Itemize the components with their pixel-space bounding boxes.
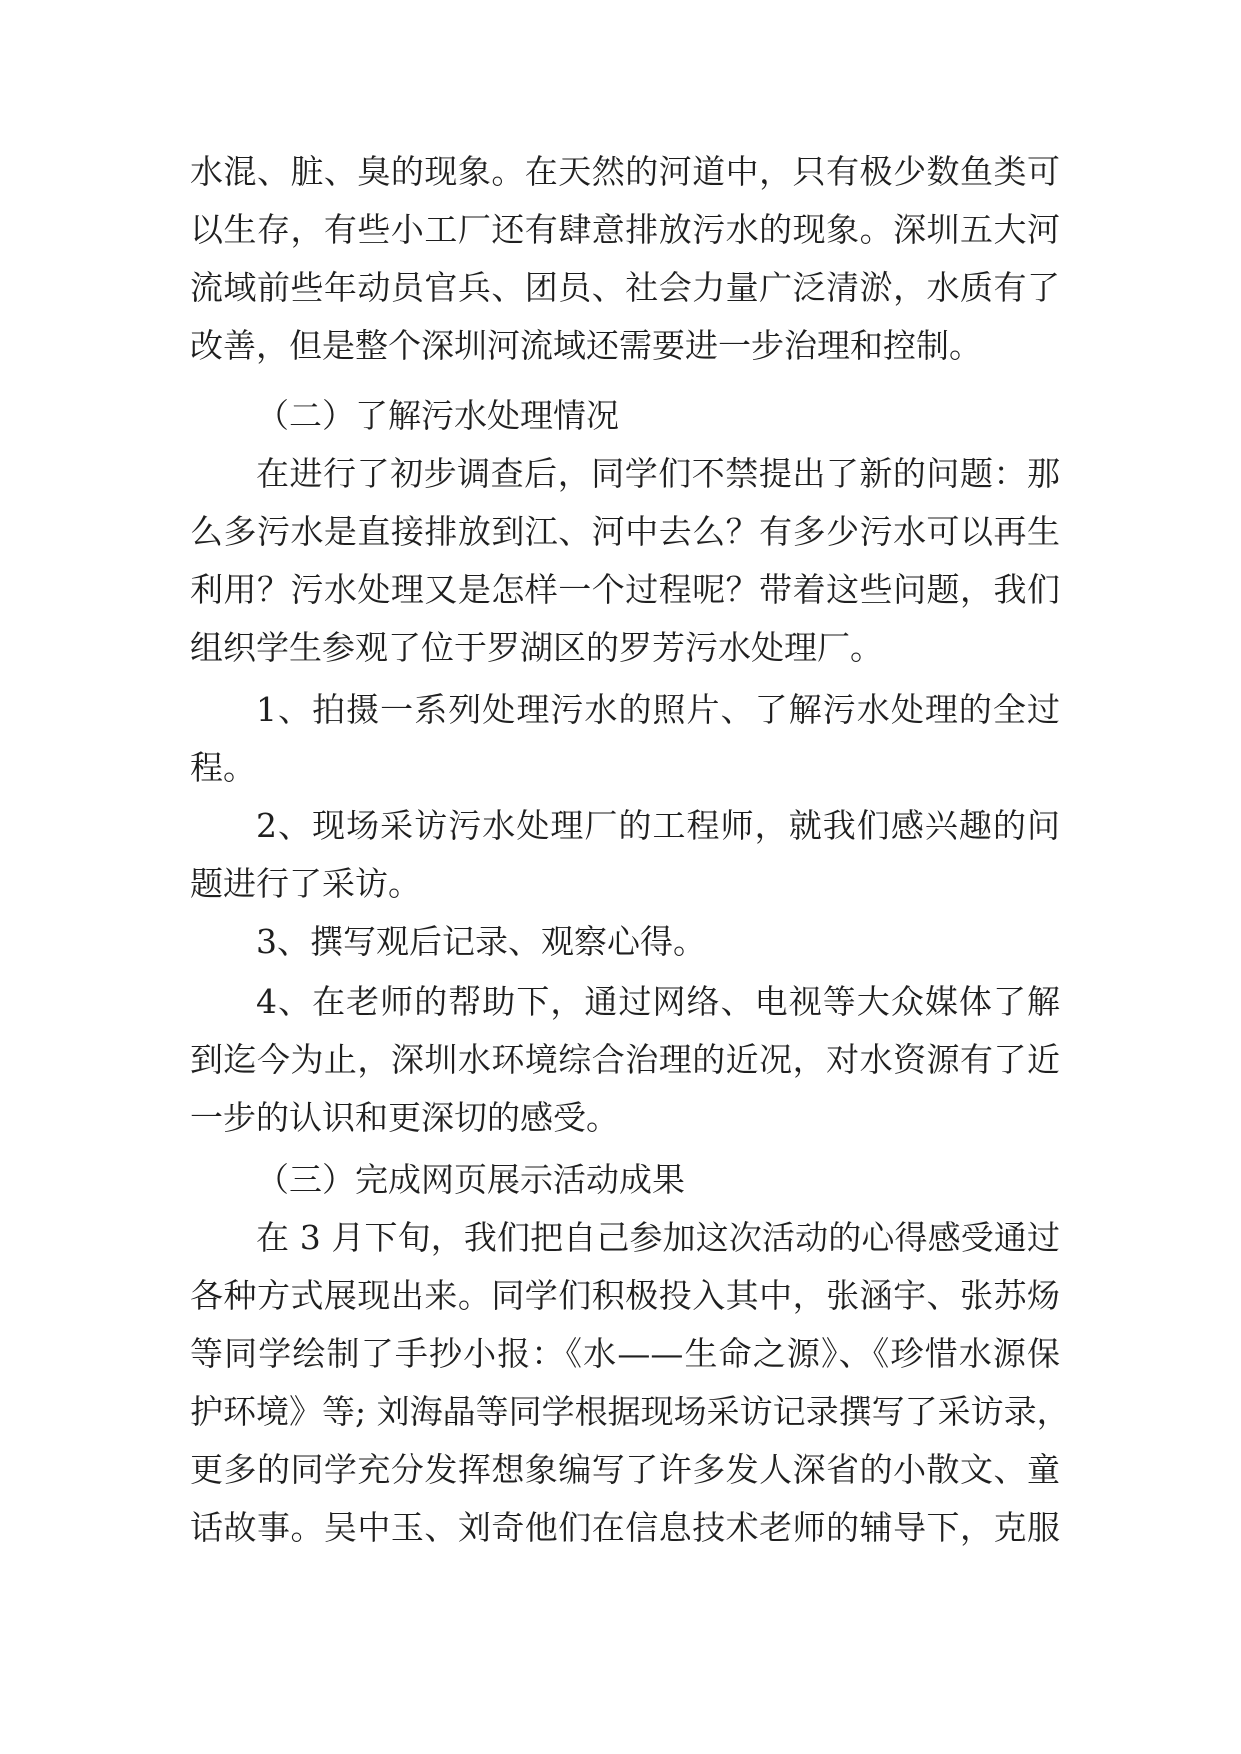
paragraph-line: 等同学绘制了手抄小报：《水——生命之源》、《珍惜水源保 bbox=[190, 1334, 1060, 1373]
paragraph-line: 水混、脏、臭的现象。在天然的河道中，只有极少数鱼类可 bbox=[190, 152, 1060, 191]
list-item-line: 一步的认识和更深切的感受。 bbox=[190, 1098, 619, 1137]
paragraph-line: 利用？污水处理又是怎样一个过程呢？带着这些问题，我们 bbox=[190, 570, 1060, 609]
list-item-line: 到迄今为止，深圳水环境综合治理的近况，对水资源有了近 bbox=[190, 1040, 1060, 1079]
paragraph-line: 更多的同学充分发挥想象编写了许多发人深省的小散文、童 bbox=[190, 1450, 1060, 1489]
section-heading: （三）完成网页展示活动成果 bbox=[256, 1160, 685, 1199]
list-item-line: 2、现场采访污水处理厂的工程师，就我们感兴趣的问 bbox=[256, 806, 1060, 845]
paragraph-line: 在 3 月下旬，我们把自己参加这次活动的心得感受通过 bbox=[256, 1218, 1060, 1257]
paragraph-line: 流域前些年动员官兵、团员、社会力量广泛清淤，水质有了 bbox=[190, 268, 1060, 307]
paragraph-line: 以生存，有些小工厂还有肆意排放污水的现象。深圳五大河 bbox=[190, 210, 1060, 249]
list-item-line: 程。 bbox=[190, 748, 256, 787]
paragraph-line: 么多污水是直接排放到江、河中去么？有多少污水可以再生 bbox=[190, 512, 1060, 551]
paragraph-line: 组织学生参观了位于罗湖区的罗芳污水处理厂。 bbox=[190, 628, 883, 667]
paragraph-line: 话故事。吴中玉、刘奇他们在信息技术老师的辅导下，克服 bbox=[190, 1508, 1060, 1547]
paragraph-line: 护环境》等; 刘海晶等同学根据现场采访记录撰写了采访录， bbox=[190, 1392, 1070, 1431]
list-item-line: 题进行了采访。 bbox=[190, 864, 421, 903]
list-item-line: 1、拍摄一系列处理污水的照片、了解污水处理的全过 bbox=[256, 690, 1060, 729]
section-heading: （二）了解污水处理情况 bbox=[256, 396, 619, 435]
paragraph-line: 改善，但是整个深圳河流域还需要进一步治理和控制。 bbox=[190, 326, 982, 365]
paragraph-line: 各种方式展现出来。同学们积极投入其中，张涵宇、张苏炀 bbox=[190, 1276, 1060, 1315]
paragraph-line: 在进行了初步调查后，同学们不禁提出了新的问题：那 bbox=[256, 454, 1060, 493]
list-item-line: 3、撰写观后记录、观察心得。 bbox=[256, 922, 706, 961]
list-item-line: 4、在老师的帮助下，通过网络、电视等大众媒体了解 bbox=[256, 982, 1060, 1021]
